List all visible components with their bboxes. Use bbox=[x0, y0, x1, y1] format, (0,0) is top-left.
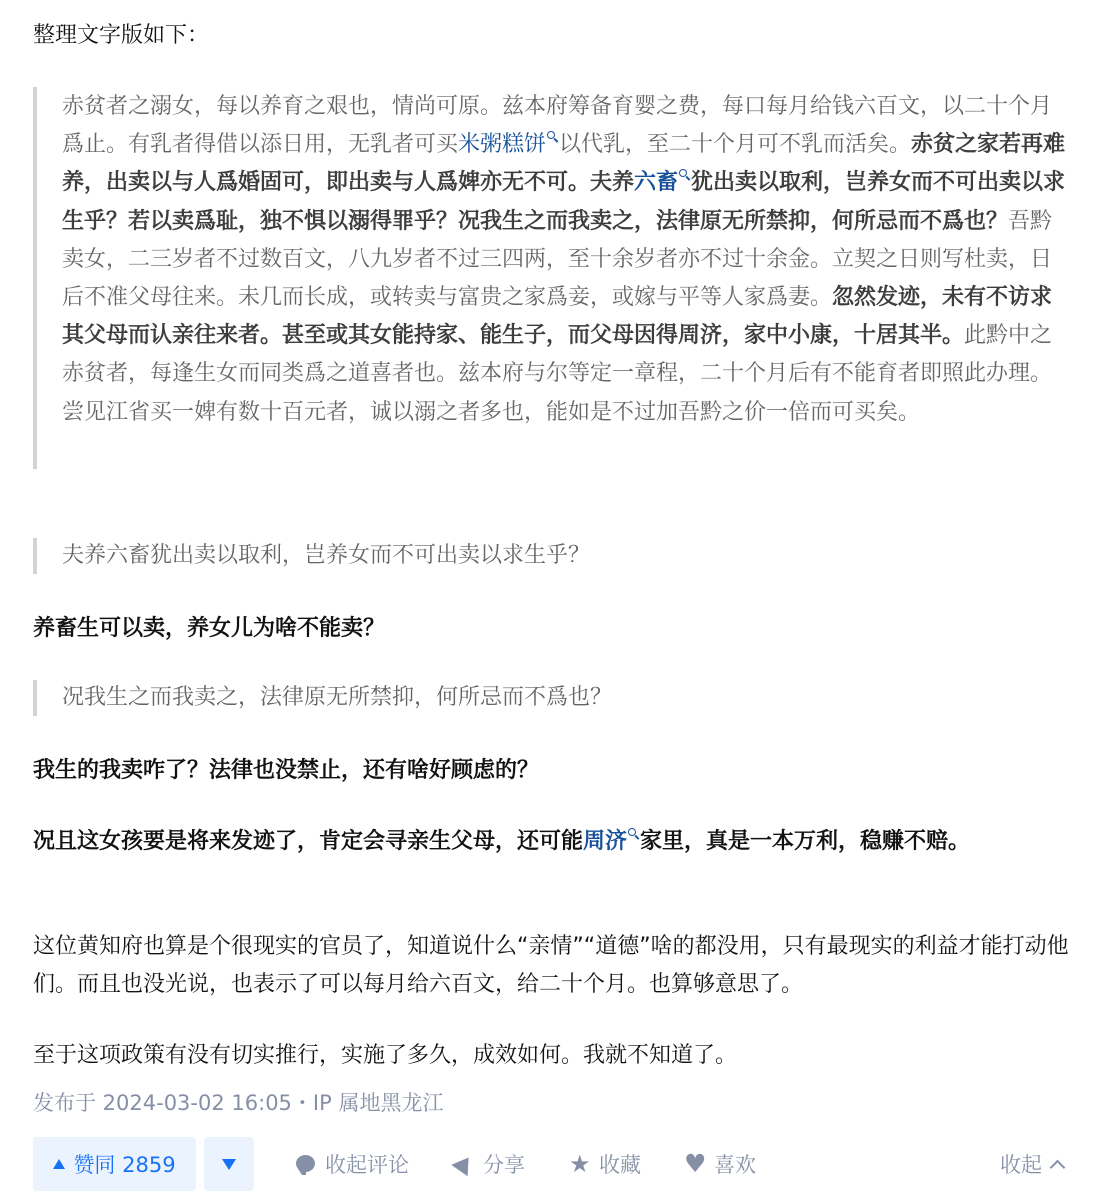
downvote-button[interactable] bbox=[204, 1137, 254, 1191]
downvote-icon bbox=[222, 1159, 236, 1170]
blockquote-third: 况我生之而我卖之，法律原无所禁抑，何所忌而不爲也？ bbox=[33, 680, 1073, 716]
quote-text: 以代乳，至二十个月可不乳而活矣。 bbox=[559, 132, 912, 158]
quote-bold: 忽然发迹，未有不访求其父母而认亲往来者。甚至或其女能持家、能生子，而父母因得周济，家中小康，十居其半。 bbox=[62, 285, 1053, 349]
keyword-link[interactable] bbox=[458, 132, 559, 157]
favorite-label: 收藏 bbox=[599, 1153, 641, 1177]
share-label: 分享 bbox=[483, 1153, 525, 1177]
action-bar bbox=[33, 1137, 1073, 1191]
quote-text: 此黔中之赤贫者，每逢生女而同类爲之道喜者也。兹本府与尔等定一章程，二十个月后有不能育者即照此办理。尝见江省买一婢有数十百元者，诚以溺之者多也，能如是不过加吾黔之价一倍而可买矣。 bbox=[62, 323, 1053, 425]
search-icon bbox=[679, 169, 691, 181]
comment-label: 收起评论 bbox=[325, 1153, 409, 1177]
comment-icon bbox=[295, 1153, 317, 1175]
publish-meta: 发布于 2024-03-02 16:05・IP 属地黑龙江 bbox=[33, 1091, 444, 1115]
paragraph-bold bbox=[33, 823, 1073, 861]
upvote-label: 赞同 2859 bbox=[73, 1153, 176, 1177]
quote-bold-text: 赤贫之家若再难养，出卖以与人爲婚固可，即出卖与人爲婢亦无不可。夫养 bbox=[62, 132, 1066, 196]
quote-bold-text: 犹出卖以取利，岂养女而不可出卖以求生乎？若以卖爲耻，独不惧以溺得罪乎？况我生之而我卖之，法律原无所禁抑，何所忌而不爲也？ bbox=[62, 170, 1066, 234]
blockquote-main bbox=[33, 87, 1073, 469]
comment-toggle-button[interactable] bbox=[295, 1137, 409, 1191]
keyword-link[interactable] bbox=[634, 170, 691, 195]
search-icon bbox=[628, 828, 640, 840]
paragraph-text: 况且这女孩要是将来发迹了，肯定会寻亲生父母，还可能 bbox=[33, 829, 584, 854]
quote-text: 赤贫者之溺女，每以养育之艰也，情尚可原。兹本府筹备育婴之费，每口每月给钱六百文，以二十个月爲止。有乳者得借以添日用，无乳者可买 bbox=[62, 94, 1053, 158]
share-button[interactable] bbox=[453, 1137, 525, 1191]
star-icon bbox=[569, 1153, 591, 1175]
paragraph-bold: 我生的我卖咋了？法律也没禁止，还有啥好顾虑的？ bbox=[33, 758, 540, 783]
like-button[interactable] bbox=[684, 1137, 756, 1191]
keyword-link[interactable] bbox=[583, 829, 640, 854]
heart-icon bbox=[684, 1153, 706, 1175]
blockquote-second: 夫养六畜犹出卖以取利，岂养女而不可出卖以求生乎？ bbox=[33, 538, 1073, 574]
upvote-icon bbox=[53, 1159, 65, 1169]
quote-text: 吾黔卖女，二三岁者不过数百文，八九岁者不过三四两，至十余岁者亦不过十余金。立契之日则写杜卖，日后不准父母往来。未几而长成，或转卖与富贵之家爲妾，或嫁与平等人家爲妻。 bbox=[62, 208, 1053, 311]
favorite-button[interactable] bbox=[569, 1137, 641, 1191]
intro-text: 整理文字版如下： bbox=[33, 23, 210, 48]
chevron-up-icon bbox=[1050, 1159, 1066, 1175]
paragraph: 至于这项政策有没有切实推行，实施了多久，成效如何。我就不知道了。 bbox=[33, 1043, 738, 1068]
keyword-text: 米粥糕饼 bbox=[458, 132, 547, 158]
keyword-text: 周济 bbox=[583, 829, 628, 854]
collapse-label: 收起 bbox=[1000, 1153, 1042, 1177]
keyword-text: 六畜 bbox=[634, 170, 679, 196]
share-icon bbox=[453, 1153, 475, 1175]
paragraph-text: 家里，真是一本万利，稳赚不赔。 bbox=[640, 829, 971, 854]
upvote-button[interactable] bbox=[33, 1137, 196, 1191]
paragraph: 这位黄知府也算是个很现实的官员了，知道说什么“亲情”“道德”啥的都没用，只有最现实的利益才能打动他们。而且也没光说，也表示了可以每月给六百文，给二十个月。也算够意思了。 bbox=[33, 934, 1069, 997]
paragraph-bold: 养畜生可以卖，养女儿为啥不能卖？ bbox=[33, 616, 386, 641]
like-label: 喜欢 bbox=[714, 1153, 756, 1177]
search-icon bbox=[547, 131, 559, 143]
collapse-button[interactable] bbox=[1000, 1137, 1063, 1191]
